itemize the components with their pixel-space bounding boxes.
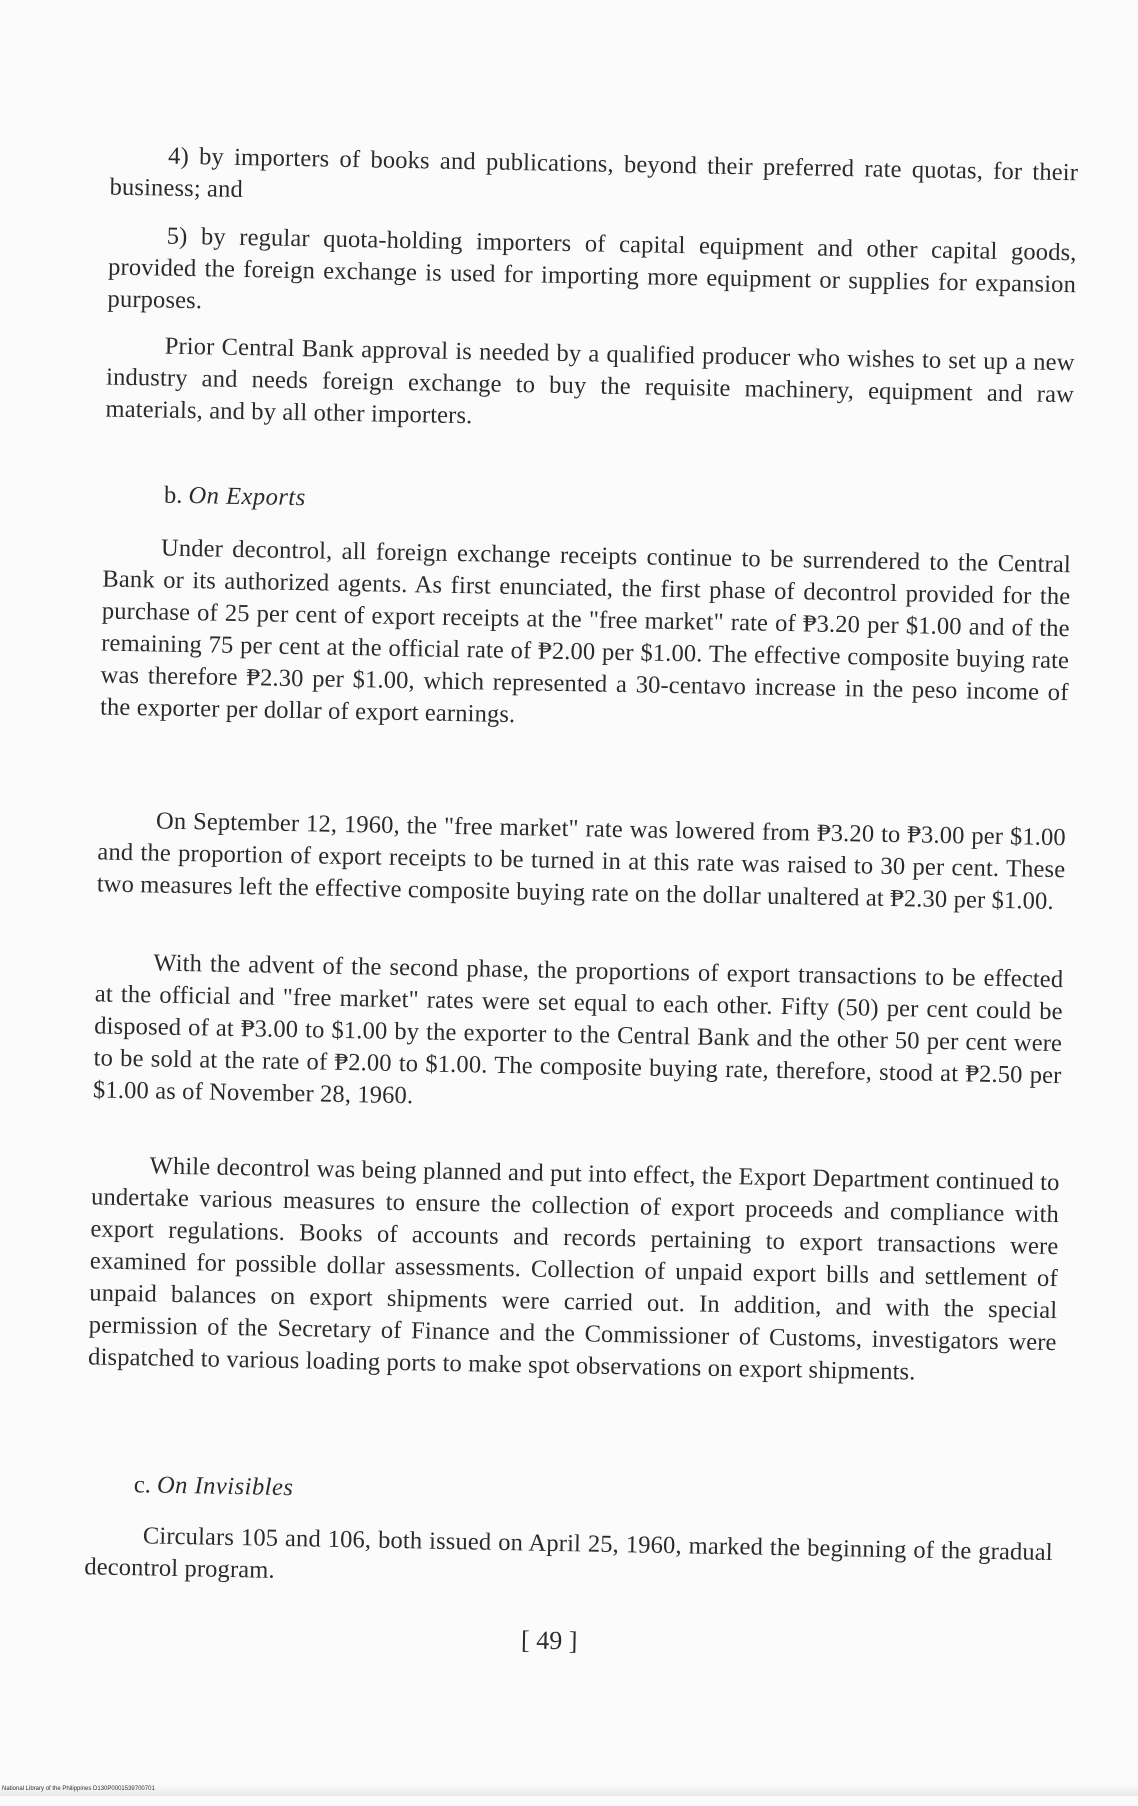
heading-exports-letter: b. — [163, 481, 183, 509]
paragraph-export-department: While decontrol was being planned and put into effect, the Export Department continued to undertake various measures to ensure the collection of export proceeds and compliance with export regulations. Books of accounts and records pertaining to export transactions were examined for possible dollar assessments. Collection of unpaid export bills and settlement of unpaid balances on export shipments were carried out. In addition, and with the special permission of the Secretary of Finance and the Commissioner of Customs, investigators were dispatched to various loading ports to make spot observations on export shipments. — [87, 1152, 1060, 1386]
paragraph-importers-books: 4) by importers of books and publications, beyond their preferred rate quotas, for their business; and — [109, 142, 1079, 203]
scan-footer-text: National Library of the Philippines D130P0001539700701 — [2, 1786, 155, 1792]
heading-on-exports — [164, 480, 306, 515]
page-number: [ 49 ] — [520, 1625, 578, 1656]
heading-on-invisibles — [134, 1469, 294, 1504]
paragraph-second-phase: With the advent of the second phase, the proportions of export transactions to be effected at the official and "free market" rates were set equal to each other. Fifty (50) per cent could be disposed of at ₱3.00 to $1.00 by the exporter to the Central Bank and the other 50 per cent were to be sold at the rate of ₱2.00 to $1.00. The composite buying rate, therefore, stood at ₱2.50 per $1.00 as of November 28, 1960. — [92, 949, 1064, 1110]
heading-invisibles-title: On Invisibles — [156, 1471, 294, 1502]
heading-invisibles-letter: c. — [133, 1471, 152, 1499]
paragraph-circulars: Circulars 105 and 106, both issued on April 25, 1960, marked the beginning of the gradual decontrol program. — [84, 1522, 1054, 1584]
paragraph-prior-approval: Prior Central Bank approval is needed by a qualified producer who wishes to set up a new industry and needs foreign exchange to buy the requisite machinery, equipment and raw materials, and by all other importers. — [105, 332, 1075, 430]
scan-edge-shadow — [0, 1784, 1138, 1796]
paragraph-under-decontrol: Under decontrol, all foreign exchange receipts continue to be surrendered to the Central Bank or its authorized agents. As first enunciated, the first phase of decontrol provided for the purchase of 25 per cent of export receipts at the "free market" rate of ₱3.20 per $1.00 and of the remaining 75 per cent at the official rate of ₱2.00 per $1.00. The effective composite buying rate was therefore ₱2.30 per $1.00, which represented a 30-centavo increase in the peso income of the exporter per dollar of export earnings. — [99, 534, 1072, 729]
paragraph-september-12: On September 12, 1960, the "free market" rate was lowered from ₱3.20 to ₱3.00 per $1.00 and the proportion of export receipts to be turned in at this rate was raised to 30 per cent. These two measures left the effective composite buying rate on the dollar unaltered at ₱2.30 per $1.00. — [96, 807, 1067, 915]
heading-exports-title: On Exports — [188, 482, 307, 512]
paragraph-capital-equipment: 5) by regular quota-holding importers of capital equipment and other capital goods, provided the foreign exchange is used for importing more equipment or supplies for expansion purposes. — [107, 222, 1077, 315]
